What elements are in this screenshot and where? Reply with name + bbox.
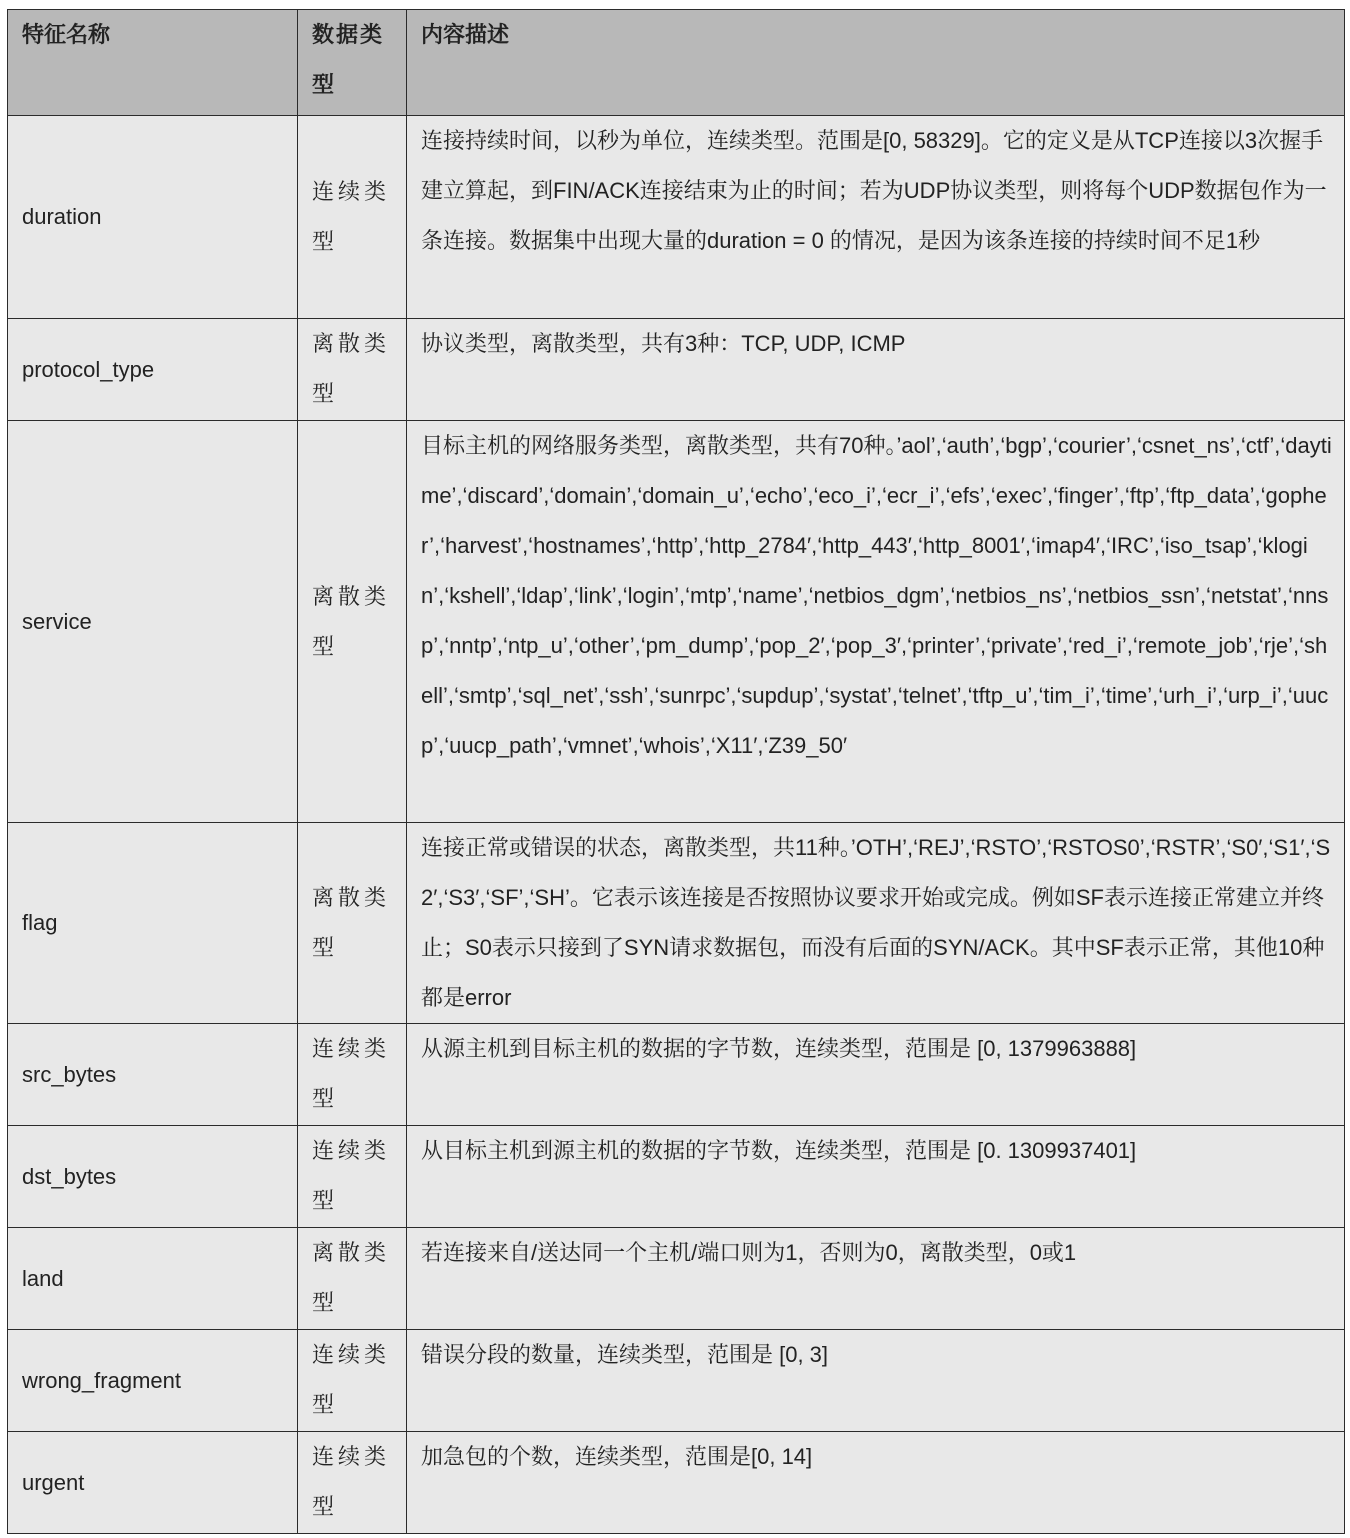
table-row	[8, 823, 1345, 1024]
data-type-cell: 连续类型	[298, 1126, 407, 1228]
data-type-cell: 连续类型	[298, 1432, 407, 1534]
feature-name-cell: dst_bytes	[8, 1126, 298, 1228]
description-cell: 目标主机的网络服务类型，离散类型，共有70种。’aol’,‘auth’,‘bgp’,‘courier’,‘csnet_ns’,‘ctf’,‘daytime’,‘discard’,‘domain’,‘domain_u’,‘echo’,‘eco_i’,‘ecr_i’,‘efs’,‘exec’,‘finger’,‘ftp’,‘ftp_data’,‘gopher’,‘harvest’,‘hostnames’,‘http’,‘http_2784′,‘http_443′,‘http_8001′,‘imap4′,‘IRC’,‘iso_tsap’,‘klogin’,‘kshell’,‘ldap’,‘link’,‘login’,‘mtp’,‘name’,‘netbios_dgm’,‘netbios_ns’,‘netbios_ssn’,‘netstat’,‘nnsp’,‘nntp’,‘ntp_u’,‘other’,‘pm_dump’,‘pop_2′,‘pop_3′,‘printer’,‘private’,‘red_i’,‘remote_job’,‘rje’,‘shell’,‘smtp’,‘sql_net’,‘ssh’,‘sunrpc’,‘supdup’,‘systat’,‘telnet’,‘tftp_u’,‘tim_i’,‘time’,‘urh_i’,‘urp_i’,‘uucp’,‘uucp_path’,‘vmnet’,‘whois’,‘X11′,‘Z39_50′	[407, 421, 1345, 823]
feature-name-cell: protocol_type	[8, 319, 298, 421]
description-cell: 错误分段的数量，连续类型，范围是 [0, 3]	[407, 1330, 1345, 1432]
data-type-cell: 离散类型	[298, 1228, 407, 1330]
table-row	[8, 1228, 1345, 1330]
feature-name-cell: flag	[8, 823, 298, 1024]
data-type-cell: 离散类型	[298, 319, 407, 421]
table-row	[8, 421, 1345, 823]
table-row	[8, 116, 1345, 319]
description-cell: 从目标主机到源主机的数据的字节数，连续类型，范围是 [0. 1309937401]	[407, 1126, 1345, 1228]
feature-name-cell: land	[8, 1228, 298, 1330]
description-cell: 协议类型，离散类型，共有3种：TCP, UDP, ICMP	[407, 319, 1345, 421]
data-type-cell: 连续类型	[298, 116, 407, 319]
table-header-row	[8, 10, 1345, 116]
feature-table	[7, 9, 1345, 1534]
table-row	[8, 1330, 1345, 1432]
data-type-cell: 离散类型	[298, 421, 407, 823]
feature-name-cell: wrong_fragment	[8, 1330, 298, 1432]
feature-name-cell: service	[8, 421, 298, 823]
description-cell: 加急包的个数，连续类型，范围是[0, 14]	[407, 1432, 1345, 1534]
description-cell: 若连接来自/送达同一个主机/端口则为1，否则为0，离散类型，0或1	[407, 1228, 1345, 1330]
description-cell: 连接持续时间，以秒为单位，连续类型。范围是[0, 58329]。它的定义是从TCP连接以3次握手建立算起，到FIN/ACK连接结束为止的时间；若为UDP协议类型，则将每个UDP数据包作为一条连接。数据集中出现大量的duration = 0 的情况，是因为该条连接的持续时间不足1秒	[407, 116, 1345, 319]
data-type-cell: 离散类型	[298, 823, 407, 1024]
description-cell: 连接正常或错误的状态，离散类型，共11种。’OTH’,‘REJ’,‘RSTO’,‘RSTOS0’,‘RSTR’,‘S0′,‘S1′,‘S2′,‘S3′,‘SF’,‘SH’。它表示该连接是否按照协议要求开始或完成。例如SF表示连接正常建立并终止；S0表示只接到了SYN请求数据包，而没有后面的SYN/ACK。其中SF表示正常，其他10种都是error	[407, 823, 1345, 1024]
table-row	[8, 1126, 1345, 1228]
table-row	[8, 1024, 1345, 1126]
header-feature-name: 特征名称	[8, 10, 298, 116]
header-description: 内容描述	[407, 10, 1345, 116]
description-cell: 从源主机到目标主机的数据的字节数，连续类型，范围是 [0, 1379963888]	[407, 1024, 1345, 1126]
feature-name-cell: urgent	[8, 1432, 298, 1534]
data-type-cell: 连续类型	[298, 1330, 407, 1432]
header-data-type: 数据类型	[298, 10, 407, 116]
feature-name-cell: duration	[8, 116, 298, 319]
table-row	[8, 319, 1345, 421]
data-type-cell: 连续类型	[298, 1024, 407, 1126]
table-row	[8, 1432, 1345, 1534]
feature-name-cell: src_bytes	[8, 1024, 298, 1126]
